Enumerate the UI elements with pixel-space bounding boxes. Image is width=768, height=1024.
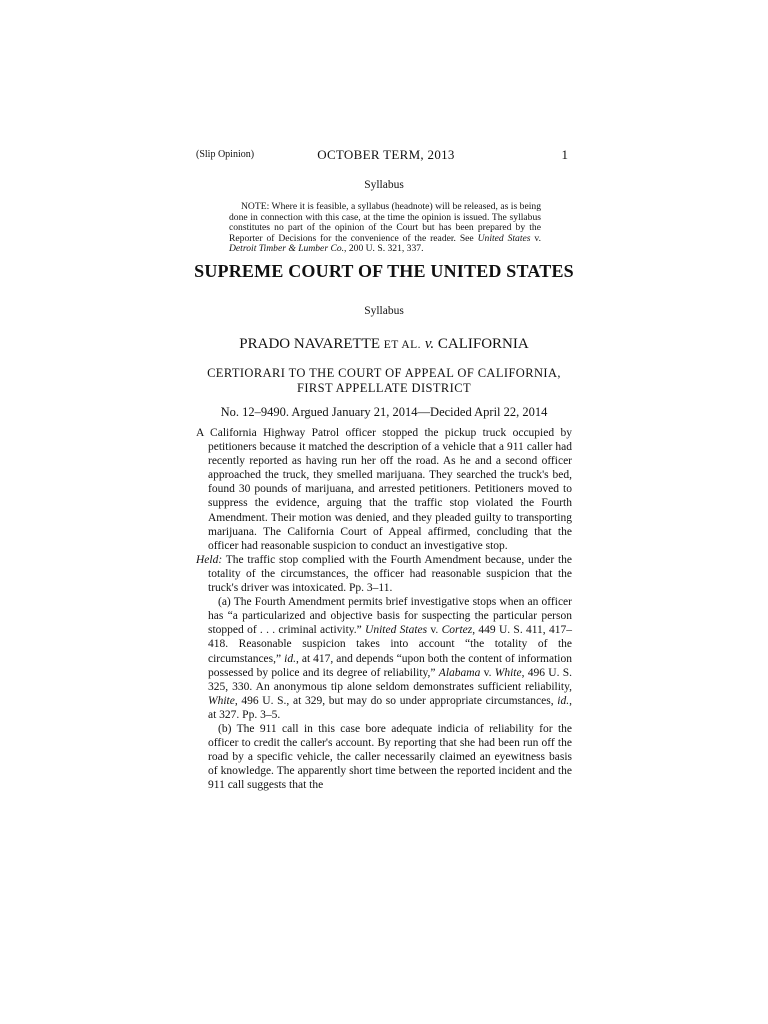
- paragraph-a-text: , 496 U. S., at 329, but may do so under appropriate circumstances,: [234, 694, 558, 707]
- page-number: 1: [561, 147, 568, 162]
- slip-opinion-label: (Slip Opinion): [196, 149, 255, 160]
- court-name: SUPREME COURT OF THE UNITED STATES: [194, 261, 574, 281]
- citation-italic: Alabama: [438, 666, 481, 679]
- paragraph-b: (b) The 911 call in this case bore adequate indicia of reliability for the officer to credit the caller's account. By reporting that she had been run off the road by a specific vehicle, the caller necessarily claimed an eyewitness basis of knowledge. The apparently short time between the reported incident and the 911 call suggests that the: [208, 722, 572, 792]
- citation-italic: White: [208, 694, 235, 707]
- paragraph-a-text: (a) The Fourth Amendment permits brief investigative stops when an officer has “a particularized and objective basis for suspecting the particular person stopped of . . . criminal activity.”: [208, 596, 572, 637]
- paragraph-a-text: , 496 U. S. 325, 330. An anonymous tip alone seldom demonstrates sufficient reliability,: [208, 666, 572, 693]
- docket-info: No. 12–9490. Argued January 21, 2014—Decided April 22, 2014: [220, 405, 548, 419]
- caption-respondent: CALIFORNIA: [437, 336, 529, 352]
- note-citation-tail: , 200 U. S. 321, 337.: [344, 243, 424, 255]
- certiorari-line-1: CERTIORARI TO THE COURT OF APPEAL OF CALIFORNIA,: [207, 366, 561, 380]
- syllabus-body: [196, 426, 572, 792]
- held-paragraph: [196, 553, 572, 595]
- caption-petitioner: PRADO NAVARETTE: [239, 336, 384, 352]
- note-citation-case: United States: [477, 232, 531, 244]
- citation-italic: White: [494, 666, 522, 679]
- paragraph-a-text: v.: [480, 666, 495, 679]
- paragraph-a-text: , at 417, and depends “upon both the content of information possessed by police and its degree of reliability,”: [208, 652, 572, 679]
- intro-paragraph: A California Highway Patrol officer stopped the pickup truck occupied by petitioners because it matched the description of a vehicle that a 911 caller had recently reported as having run her off the road. As he and a second officer approached the truck, they smelled marijuana. They searched the truck's bed, found 30 pounds of marijuana, and arrested petitioners. Petitioners moved to suppress the evidence, arguing that the traffic stop violated the Fourth Amendment. Their motion was denied, and they pleaded guilty to transporting marijuana. The California Court of Appeal affirmed, concluding that the officer had reasonable suspicion to conduct an investigative stop.: [196, 427, 572, 552]
- caption-et-al: ET AL.: [383, 339, 422, 351]
- held-text: The traffic stop complied with the Fourth Amendment because, under the totality of the circumstances, the officer had reasonable suspicion that the truck's driver was intoxicated. Pp. 3–11.: [208, 553, 572, 595]
- citation-italic: Cortez: [441, 624, 473, 637]
- reporter-note: [229, 202, 541, 255]
- note-text: NOTE: Where it is feasible, a syllabus (headnote) will be released, as is being done in connection with this case, at the time the opinion is issued. The syllabus constitutes no part of the opinion of the Court but has been prepared by the Reporter of Decisions for the convenience of the reader. See: [229, 201, 541, 244]
- paragraph-a-text: v.: [427, 624, 442, 637]
- paragraph-a-text: , at 327. Pp. 3–5.: [208, 694, 572, 721]
- term-label: OCTOBER TERM, 2013: [317, 147, 455, 162]
- page-header: [196, 147, 572, 163]
- case-caption: [0, 336, 768, 353]
- paragraph-a-text: , 449 U. S. 411, 417–418. Reasonable suspicion takes into account “the totality of the circumstances,”: [208, 624, 572, 665]
- note-citation-party: Detroit Timber & Lumber Co.: [229, 243, 345, 255]
- held-label: Held:: [196, 553, 223, 566]
- note-citation-v: v.: [530, 232, 541, 244]
- certiorari-line: [0, 366, 768, 396]
- citation-italic: id.: [557, 694, 570, 707]
- syllabus-heading-top: Syllabus: [364, 179, 404, 191]
- syllabus-heading: Syllabus: [364, 305, 404, 317]
- certiorari-line-2: FIRST APPELLATE DISTRICT: [297, 381, 471, 395]
- paragraph-a: [196, 595, 572, 722]
- caption-versus: v.: [421, 336, 438, 352]
- citation-italic: id.: [284, 652, 296, 665]
- citation-italic: United States: [365, 624, 428, 637]
